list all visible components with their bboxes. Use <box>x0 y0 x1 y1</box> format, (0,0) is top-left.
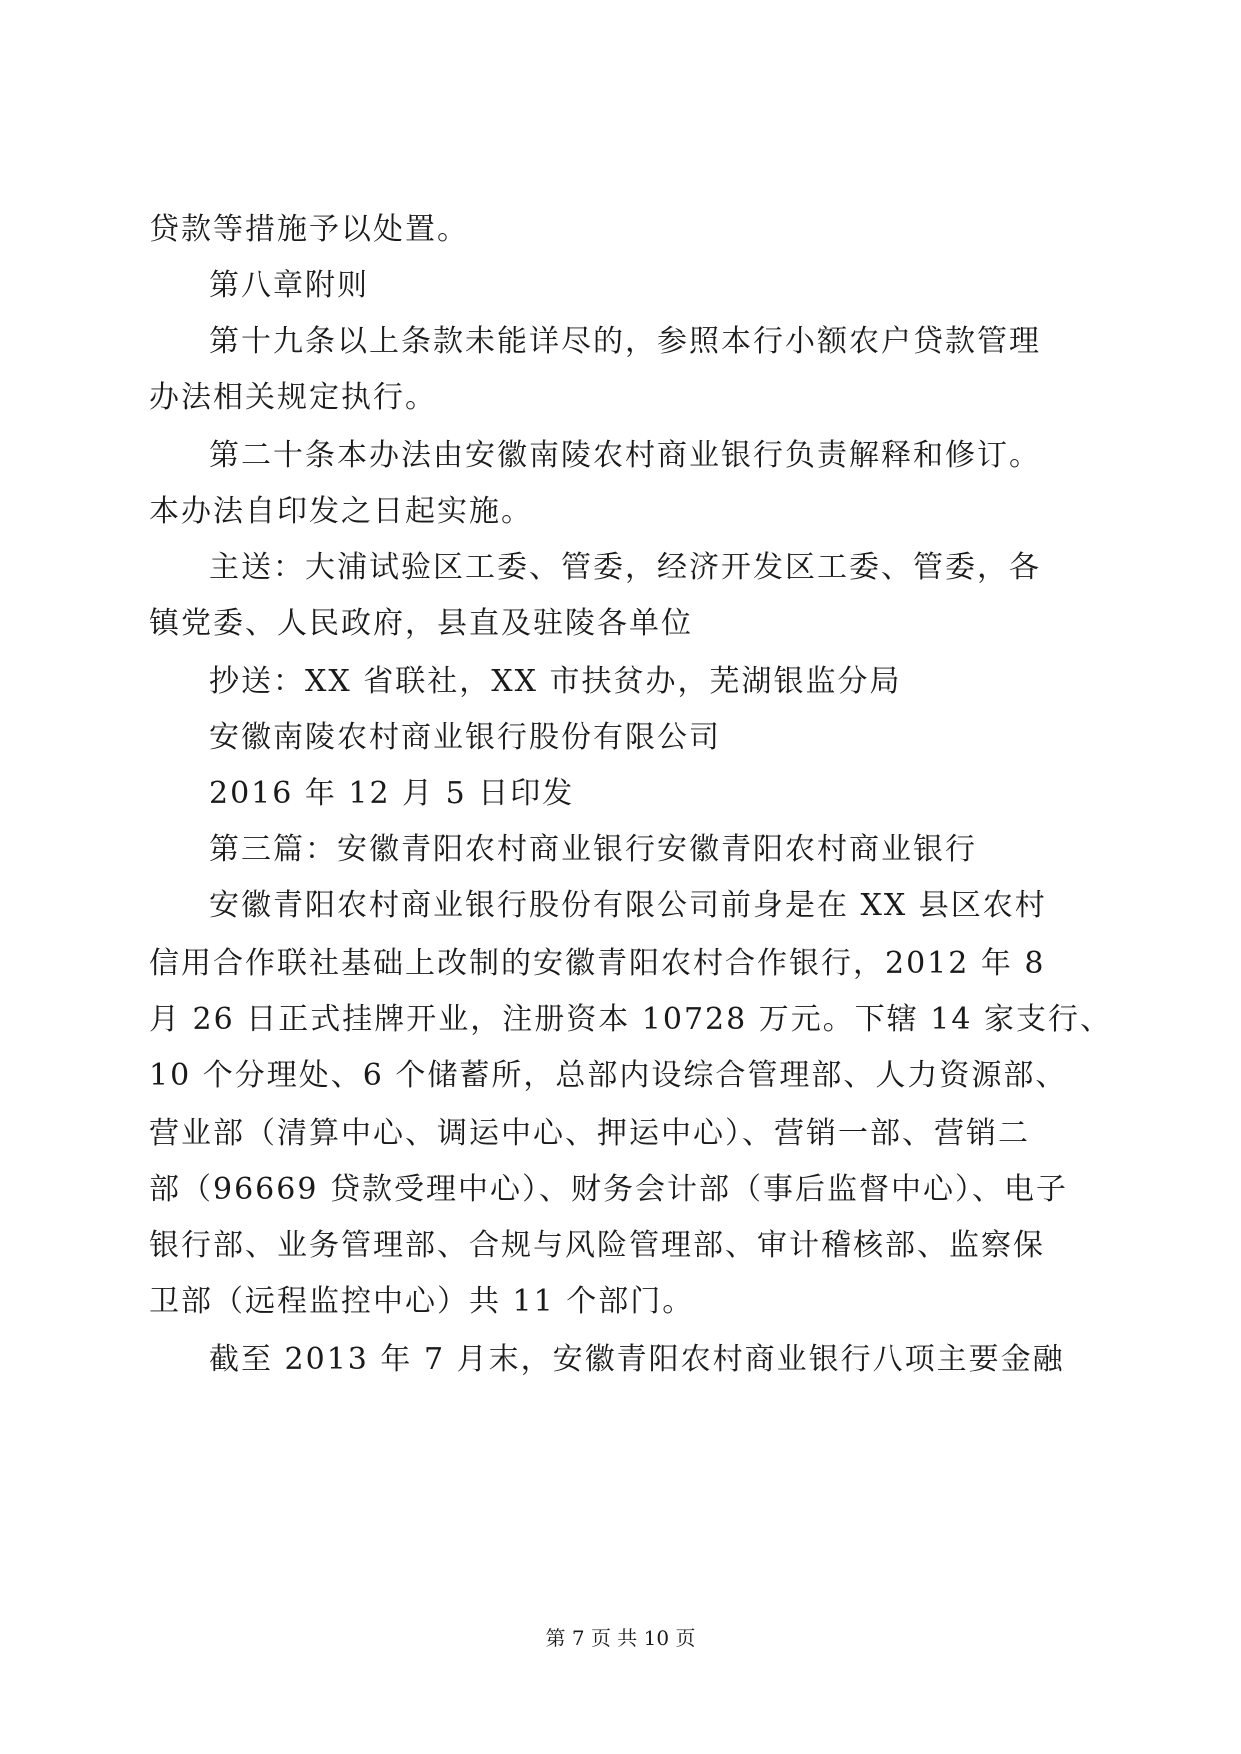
distribution-main: 主送：大浦试验区工委、管委，经济开发区工委、管委，各 <box>209 550 1041 585</box>
text-line: 安徽青阳农村商业银行股份有限公司前身是在 XX 县区农村 <box>209 888 1047 923</box>
distribution-copy: 抄送：XX 省联社，XX 市扶贫办，芜湖银监分局 <box>209 664 902 699</box>
text-line: 10 个分理处、6 个储蓄所，总部内设综合管理部、人力资源部、 <box>149 1058 1068 1093</box>
text-line: 部（96669 贷款受理中心）、财务会计部（事后监督中心）、电子 <box>149 1172 1068 1207</box>
page-number-footer: 第 7 页 共 10 页 <box>545 1626 696 1650</box>
text-line: 本办法自印发之日起实施。 <box>149 494 533 529</box>
distribution-main-cont: 镇党委、人民政府，县直及驻陵各单位 <box>149 606 693 641</box>
text-line: 截至 2013 年 7 月末，安徽青阳农村商业银行八项主要金融 <box>209 1342 1065 1377</box>
text-line: 信用合作联社基础上改制的安徽青阳农村合作银行，2012 年 8 <box>149 946 1046 981</box>
text-line: 营业部（清算中心、调运中心、押运中心）、营销一部、营销二 <box>149 1116 1030 1151</box>
issue-date: 2016 年 12 月 5 日印发 <box>209 776 575 811</box>
text-line: 卫部（远程监控中心）共 11 个部门。 <box>149 1284 695 1319</box>
text-line: 第十九条以上条款未能详尽的，参照本行小额农户贷款管理 <box>209 324 1041 359</box>
chapter-heading: 第八章附则 <box>209 268 369 303</box>
text-line: 办法相关规定执行。 <box>149 380 437 415</box>
text-line: 贷款等措施予以处置。 <box>149 212 469 247</box>
text-line: 第二十条本办法由安徽南陵农村商业银行负责解释和修订。 <box>209 438 1041 473</box>
issuer-name: 安徽南陵农村商业银行股份有限公司 <box>209 720 721 755</box>
text-line: 月 26 日正式挂牌开业，注册资本 10728 万元。下辖 14 家支行、 <box>149 1002 1112 1037</box>
text-line: 银行部、业务管理部、合规与风险管理部、审计稽核部、监察保 <box>149 1228 1045 1263</box>
section-heading: 第三篇：安徽青阳农村商业银行安徽青阳农村商业银行 <box>209 832 977 867</box>
